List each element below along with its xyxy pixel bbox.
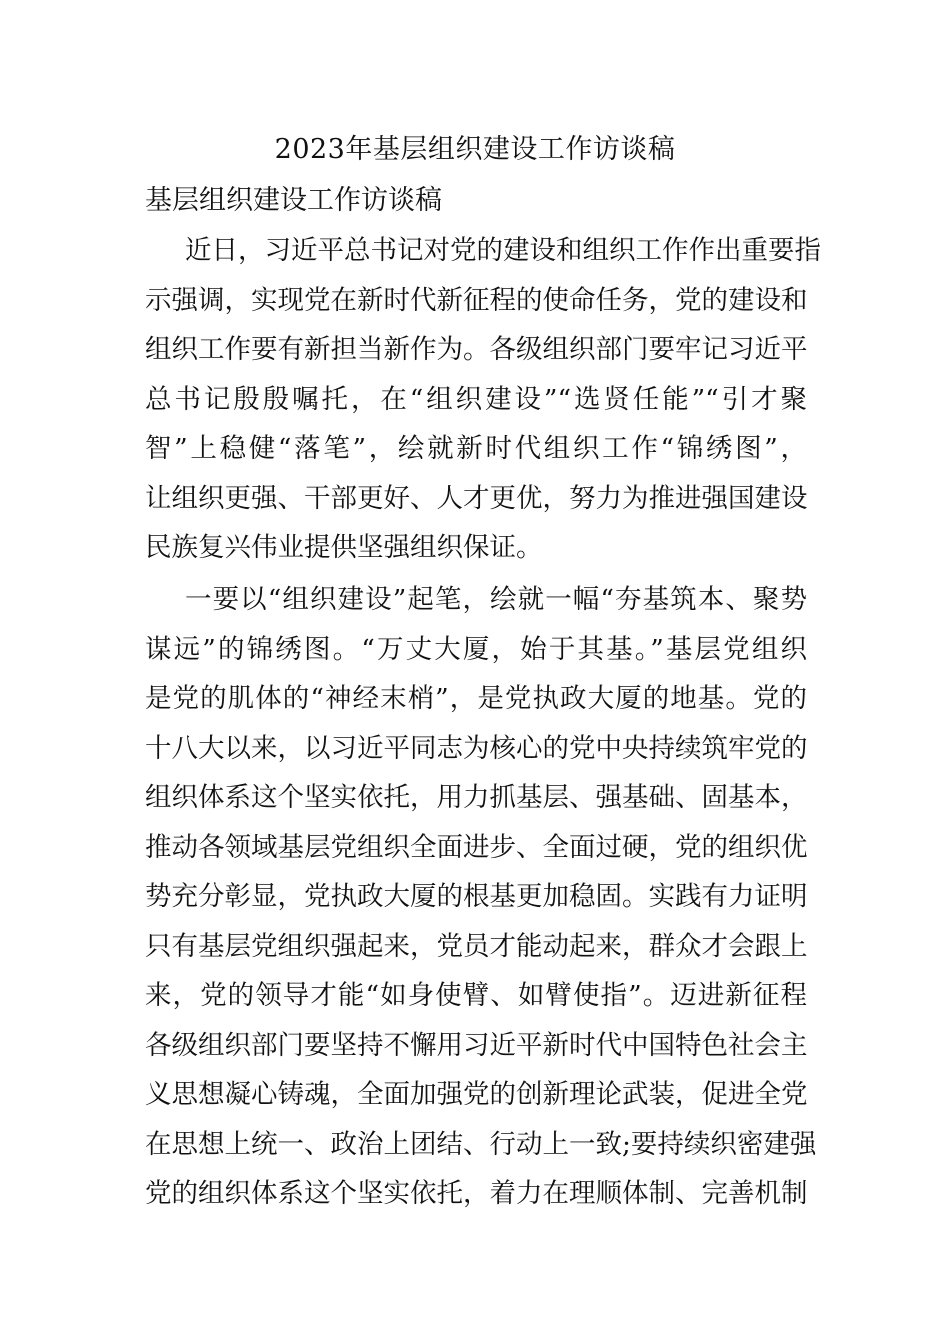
paragraph-line: 总书记殷殷嘱托，在“组织建设”“选贤任能”“引才聚 bbox=[145, 383, 807, 415]
paragraph-line: 十八大以来，以习近平同志为核心的党中央持续筑牢党的 bbox=[145, 732, 808, 764]
paragraph-line: 示强调，实现党在新时代新征程的使命任务，党的建设和 bbox=[145, 284, 808, 316]
document-subtitle: 基层组织建设工作访谈稿 bbox=[145, 185, 442, 216]
paragraph-line: 来，党的领导才能“如身使臂、如臂使指”。迈进新征程 bbox=[145, 980, 807, 1011]
paragraph-line: 民族复兴伟业提供坚强组织保证。 bbox=[145, 532, 543, 563]
paragraph-line: 党的组织体系这个坚实依托，着力在理顺体制、完善机制 bbox=[145, 1178, 808, 1209]
paragraph-line: 谋远”的锦绣图。“万丈大厦，始于其基。”基层党组织 bbox=[145, 633, 807, 665]
document-title: 2023年基层组织建设工作访谈稿 bbox=[274, 134, 676, 165]
paragraph-line: 只有基层党组织强起来，党员才能动起来，群众才会跟上 bbox=[145, 930, 808, 962]
paragraph-line: 各级组织部门要坚持不懈用习近平新时代中国特色社会主 bbox=[145, 1029, 808, 1061]
paragraph-line: 势充分彰显，党执政大厦的根基更加稳固。实践有力证明 bbox=[145, 881, 808, 912]
paragraph-line: 是党的肌体的“神经末梢”，是党执政大厦的地基。党的 bbox=[145, 683, 807, 714]
paragraph-line: 组织工作要有新担当新作为。各级组织部门要牢记习近平 bbox=[145, 334, 808, 365]
paragraph-line: 近日，习近平总书记对党的建设和组织工作作出重要指 bbox=[185, 235, 821, 266]
paragraph-line: 让组织更强、干部更好、人才更优，努力为推进强国建设 bbox=[145, 482, 808, 514]
paragraph-line: 在思想上统一、政治上团结、行动上一致;要持续织密建强 bbox=[145, 1128, 817, 1160]
paragraph-line: 组织体系这个坚实依托，用力抓基层、强基础、固基本， bbox=[145, 782, 808, 813]
paragraph-line: 一要以“组织建设”起笔，绘就一幅“夯基筑本、聚势 bbox=[185, 584, 807, 615]
paragraph-line: 智”上稳健“落笔”，绘就新时代组织工作“锦绣图”， bbox=[145, 433, 807, 464]
paragraph-1 bbox=[145, 226, 821, 573]
paragraph-line: 义思想凝心铸魂，全面加强党的创新理论武装，促进全党 bbox=[145, 1079, 808, 1110]
paragraph-2 bbox=[145, 575, 817, 1219]
paragraph-line: 推动各领域基层党组织全面进步、全面过硬，党的组织优 bbox=[145, 831, 808, 863]
